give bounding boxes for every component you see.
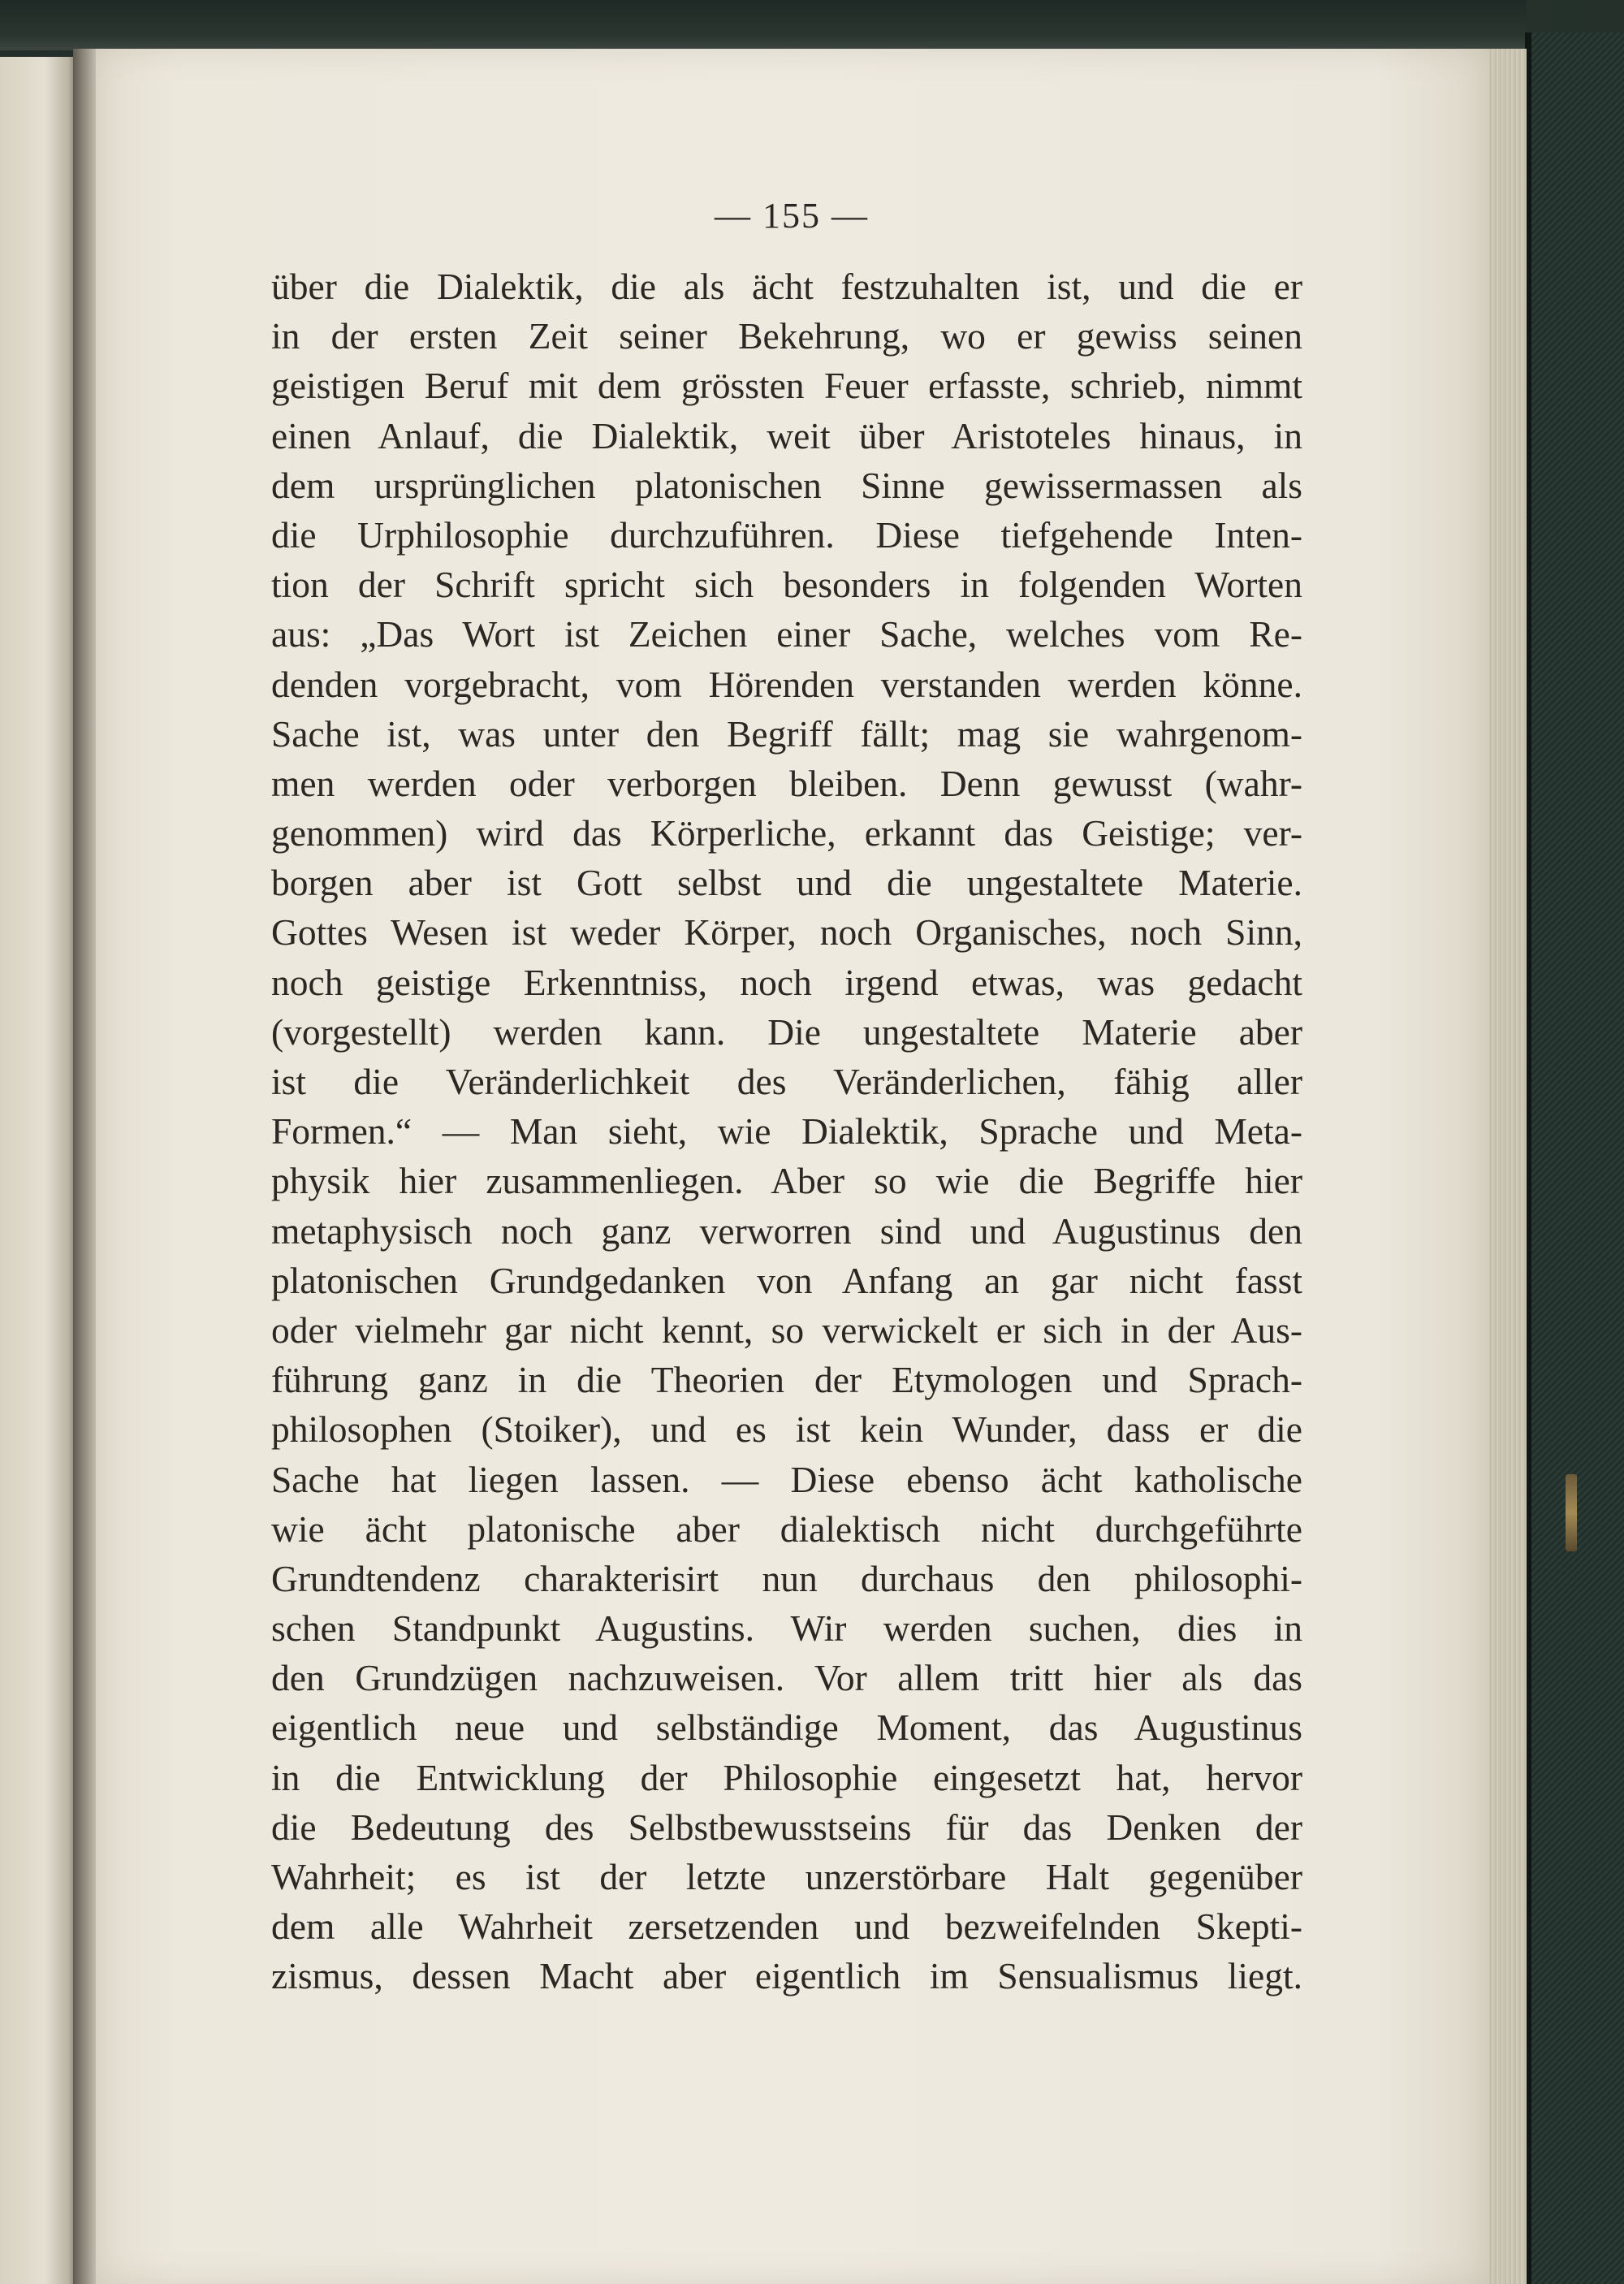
text-line: die Bedeutung des Selbstbewusstseins für das Denken der [271, 1806, 1302, 1848]
text-line: philosophen (Stoiker), und es ist kein Wunder, dass er die [271, 1408, 1302, 1451]
text-line: dem alle Wahrheit zersetzenden und bezweifelnden Skepti- [271, 1905, 1302, 1948]
text-line: tion der Schrift spricht sich besonders in folgenden Worten [271, 564, 1302, 606]
text-line: in die Entwicklung der Philosophie eingesetzt hat, hervor [271, 1756, 1302, 1798]
page-number: — 155 — [715, 196, 869, 236]
text-line: dem ursprünglichen platonischen Sinne gewissermassen als [271, 464, 1302, 506]
text-line: den Grundzügen nachzuweisen. Vor allem tritt hier als das [271, 1657, 1302, 1699]
book-cover [1527, 32, 1624, 2284]
previous-page-edge [0, 57, 75, 2284]
text-line: geistigen Beruf mit dem grössten Feuer erfasste, schrieb, nimmt [271, 365, 1302, 407]
text-line: aus: „Das Wort ist Zeichen einer Sache, welches vom Re- [271, 613, 1302, 655]
text-line: über die Dialektik, die als ächt festzuhalten ist, und die er [271, 266, 1302, 307]
text-line: noch geistige Erkenntniss, noch irgend etwas, was gedacht [271, 961, 1302, 1003]
text-line: in der ersten Zeit seiner Bekehrung, wo er gewiss seinen [271, 315, 1302, 357]
text-line: zismus, dessen Macht aber eigentlich im Sensualismus liegt. [271, 1955, 1302, 1997]
text-line: wie ächt platonische aber dialektisch nicht durchgeführte [271, 1508, 1302, 1550]
text-line: Sache ist, was unter den Begriff fällt; mag sie wahrgenom- [271, 712, 1302, 755]
bookmark-ribbon [1566, 1474, 1577, 1551]
text-line: schen Standpunkt Augustins. Wir werden suchen, dies in [271, 1607, 1302, 1650]
page-block-edge [1489, 49, 1527, 2284]
text-line: Wahrheit; es ist der letzte unzerstörbare Halt gegenüber [271, 1856, 1302, 1897]
text-line: eigentlich neue und selbständige Moment, das Augustinus [271, 1707, 1302, 1749]
text-line: platonischen Grundgedanken von Anfang an gar nicht fasst [271, 1259, 1302, 1301]
text-line: einen Anlauf, die Dialektik, weit über Aristoteles hinaus, in [271, 414, 1302, 456]
text-line: Gottes Wesen ist weder Körper, noch Organisches, noch Sinn, [271, 911, 1302, 954]
body-text [271, 262, 1302, 2001]
text-line: führung ganz in die Theorien der Etymologen und Sprach- [271, 1359, 1302, 1401]
page-header [0, 195, 1624, 236]
text-line: (vorgestellt) werden kann. Die ungestaltete Materie aber [271, 1010, 1302, 1053]
scan-top-edge [0, 0, 1527, 50]
text-line: metaphysisch noch ganz verworren sind und Augustinus den [271, 1209, 1302, 1252]
book-gutter [73, 49, 97, 2284]
text-line: Grundtendenz charakterisirt nun durchaus den philosophi- [271, 1557, 1302, 1599]
text-line: men werden oder verborgen bleiben. Denn gewusst (wahr- [271, 762, 1302, 804]
text-line: genommen) wird das Körperliche, erkannt das Geistige; ver- [271, 812, 1302, 854]
text-line: die Urphilosophie durchzuführen. Diese tiefgehende Inten- [271, 513, 1302, 556]
text-line: ist die Veränderlichkeit des Veränderlichen, fähig aller [271, 1061, 1302, 1102]
text-line: denden vorgebracht, vom Hörenden verstanden werden könne. [271, 663, 1302, 705]
text-line: borgen aber ist Gott selbst und die ungestaltete Materie. [271, 862, 1302, 904]
text-line: physik hier zusammenliegen. Aber so wie die Begriffe hier [271, 1160, 1302, 1202]
text-line: Sache hat liegen lassen. — Diese ebenso ächt katholische [271, 1458, 1302, 1500]
text-line: Formen.“ — Man sieht, wie Dialektik, Sprache und Meta- [271, 1110, 1302, 1153]
text-line: oder vielmehr gar nicht kennt, so verwickelt er sich in der Aus- [271, 1309, 1302, 1351]
